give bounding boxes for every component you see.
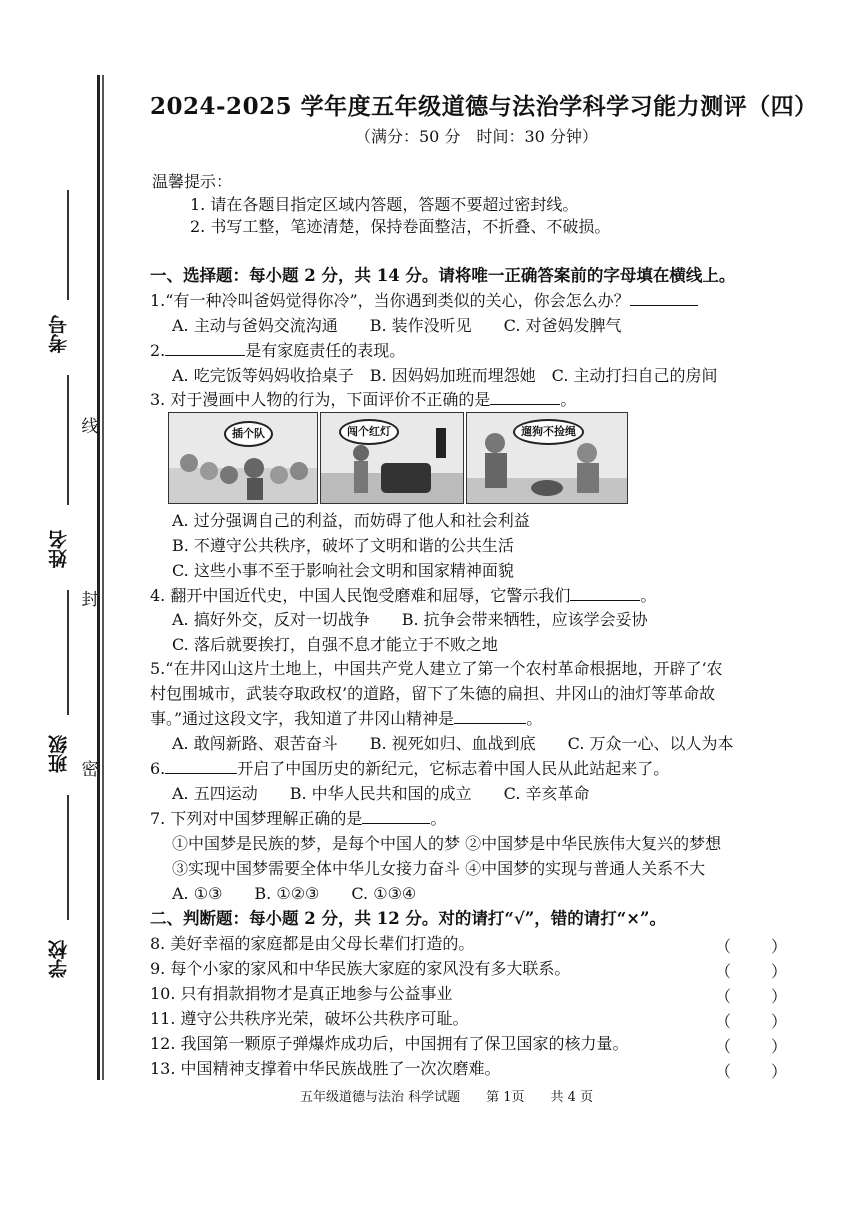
q7-options: A. ①③ B. ①②③ C. ①③④ (172, 884, 417, 903)
judge-item: 10. 只有捐款捐物才是真正地参与公益事业 (150, 984, 453, 1003)
q5-answer-blank[interactable] (454, 709, 526, 724)
q7-answer-blank[interactable] (362, 809, 430, 824)
seal-char-secret: 密 (81, 760, 99, 780)
judge-item: 12. 我国第一颗原子弹爆炸成功后，中国拥有了保卫国家的核力量。 (150, 1034, 629, 1053)
page-footer: 五年级道德与法治 科学试题 第 1页 共 4 页 (300, 1090, 594, 1105)
q4-stem (150, 586, 656, 606)
q1-text: 1.“有一种冷叫爸妈觉得你冷”，当你遇到类似的关心，你会怎么办？ (150, 291, 630, 310)
judge-item: 8. 美好幸福的家庭都是由父母长辈们打造的。 (150, 934, 475, 953)
q2-stem (150, 341, 405, 361)
q3-end: 。 (560, 390, 577, 409)
q2-answer-blank[interactable] (165, 341, 245, 356)
comic-panel-dog-walking (466, 412, 628, 504)
q6-options: A. 五四运动 B. 中华人民共和国的成立 C. 辛亥革命 (172, 784, 590, 803)
tip-item: 1. 请在各题目指定区域内答题，答题不要超过密封线。 (190, 195, 579, 214)
comic-panel-queue-jumping (168, 412, 318, 504)
name-label: 姓名 (48, 530, 70, 568)
binding-border (97, 75, 100, 1080)
q4-options-ab: A. 搞好外交，反对一切战争 B. 抗争会带来牺牲，应该学会妥协 (172, 610, 648, 629)
school-label: 学校 (48, 940, 70, 978)
q3-answer-blank[interactable] (490, 390, 560, 405)
section2-heading: 二、判断题：每小题 2 分，共 12 分。对的请打“√”，错的请打“×”。 (150, 909, 667, 928)
q3-option-b: B. 不遵守公共秩序，破坏了文明和谐的公共生活 (172, 536, 514, 555)
judge-answer-box[interactable]: （ ） (715, 962, 788, 981)
q5-options: A. 敢闯新路、艰苦奋斗 B. 视死如归、血战到底 C. 万众一心、以人为本 (172, 734, 734, 753)
q5-line3 (150, 709, 542, 729)
q5-text: 事。”通过这段文字，我知道了井冈山精神是 (150, 709, 455, 728)
name-line (67, 375, 69, 505)
judge-answer-box[interactable]: （ ） (715, 1062, 788, 1081)
q1-stem (150, 291, 698, 311)
seal-char-line: 线 (81, 417, 99, 437)
section1-heading: 一、选择题：每小题 2 分，共 14 分。请将唯一正确答案前的字母填在横线上。 (150, 266, 736, 285)
q5-line2: 村包围城市，武装夺取政权’的道路，留下了朱德的扁担、井冈山的油灯等革命故 (150, 684, 716, 703)
q5-end: 。 (526, 709, 543, 728)
comic-bubble: 插个队 (224, 421, 273, 447)
judge-answer-box[interactable]: （ ） (715, 1012, 788, 1031)
exam-number-line (67, 190, 69, 300)
page-title: 2024-2025 学年度五年级道德与法治学科学习能力测评（四） (150, 93, 818, 120)
q7-statements-2: ③实现中国梦需要全体中华儿女接力奋斗 ④中国梦的实现与普通人关系不大 (172, 859, 706, 878)
binding-border-inner (102, 75, 104, 1080)
q1-options: A. 主动与爸妈交流沟通 B. 装作没听见 C. 对爸妈发脾气 (172, 316, 622, 335)
q7-end: 。 (430, 809, 447, 828)
q4-option-c: C. 落后就要挨打，自强不息才能立于不败之地 (172, 635, 498, 654)
q3-option-c: C. 这些小事不至于影响社会文明和国家精神面貌 (172, 561, 514, 580)
q4-text: 4. 翻开中国近代史，中国人民饱受磨难和屈辱，它警示我们 (150, 586, 571, 605)
comic-panel-red-light (320, 412, 464, 504)
q6-text: 开启了中国历史的新纪元，它标志着中国人民从此站起来了。 (237, 759, 670, 778)
judge-item: 13. 中国精神支撑着中华民族战胜了一次次磨难。 (150, 1059, 501, 1078)
exam-number-label: 考号 (48, 315, 70, 353)
q4-end: 。 (640, 586, 657, 605)
school-line (67, 795, 69, 920)
judge-answer-box[interactable]: （ ） (715, 987, 788, 1006)
q2-text: 是有家庭责任的表现。 (245, 341, 406, 360)
q3-text: 3. 对于漫画中人物的行为，下面评价不正确的是 (150, 390, 491, 409)
q7-statements-1: ①中国梦是民族的梦，是每个中国人的梦 ②中国梦是中华民族伟大复兴的梦想 (172, 834, 722, 853)
comic-bubble: 遛狗不捡绳 (513, 419, 584, 445)
q6-stem (150, 759, 669, 779)
q7-stem (150, 809, 446, 829)
q7-text: 7. 下列对中国梦理解正确的是 (150, 809, 363, 828)
class-label: 班级 (48, 735, 70, 773)
comic-bubble: 闯个红灯 (339, 419, 399, 445)
q5-line1: 5.“在井冈山这片土地上，中国共产党人建立了第一个农村革命根据地，开辟了‘农 (150, 659, 723, 678)
judge-item: 11. 遵守公共秩序光荣，破坏公共秩序可耻。 (150, 1009, 469, 1028)
tips-heading: 温馨提示： (152, 172, 233, 191)
judge-answer-box[interactable]: （ ） (715, 1037, 788, 1056)
q2-options: A. 吃完饭等妈妈收拾桌子 B. 因妈妈加班而埋怨她 C. 主动打扫自己的房间 (172, 366, 718, 385)
class-line (67, 590, 69, 715)
judge-item: 9. 每个小家的家风和中华民族大家庭的家风没有多大联系。 (150, 959, 571, 978)
q3-stem (150, 390, 576, 410)
q2-number: 2. (150, 341, 166, 360)
q1-answer-blank[interactable] (630, 291, 698, 306)
q6-answer-blank[interactable] (165, 759, 237, 774)
q6-number: 6. (150, 759, 166, 778)
page-subtitle: （满分：50 分 时间：30 分钟） (355, 127, 598, 146)
q4-answer-blank[interactable] (570, 586, 640, 601)
seal-char-seal: 封 (81, 590, 99, 610)
judge-answer-box[interactable]: （ ） (715, 937, 788, 956)
q3-option-a: A. 过分强调自己的利益，而妨碍了他人和社会利益 (172, 511, 530, 530)
tip-item: 2. 书写工整，笔迹清楚，保持卷面整洁，不折叠、不破损。 (190, 217, 611, 236)
